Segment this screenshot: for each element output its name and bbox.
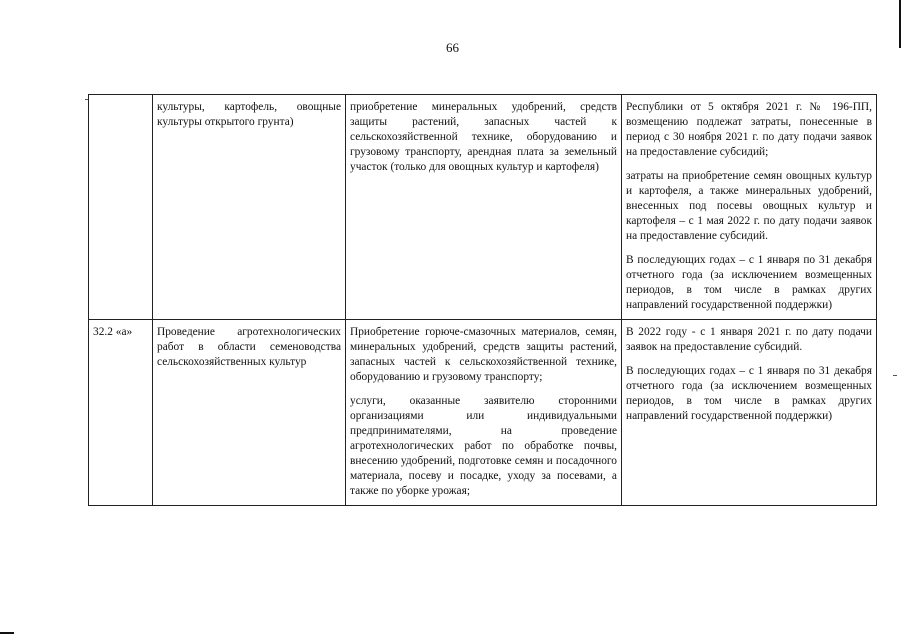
period-cell [622,95,877,320]
period-paragraph: Республики от 5 октября 2021 г. № 196-ПП, возмещению подлежат затраты, понесенные в период с 30 ноября 2021 г. по дату подачи заявок на предоставление субсидий; [626,101,872,158]
period-paragraph: В последующих годах – с 1 января по 31 декабря отчетного года (за исключением возмещенных периодов, в том числе в рамках других направлений государственной поддержки) [626,365,872,422]
period-paragraph: В 2022 году - с 1 января 2021 г. по дату подачи заявок на предоставление субсидий. [626,326,872,353]
scan-speck [893,375,897,376]
table-row [89,95,877,320]
costs-paragraph: приобретение минеральных удобрений, средств защиты растений, запасных частей к сельскохозяйственной технике, оборудованию и грузовому транспорту, арендная плата за земельный участок (только для овощных культур и картофеля) [350,101,617,173]
subsidy-table [88,94,877,506]
scan-corner-mark [0,632,14,634]
row-number-cell: 32.2 «а» [89,320,153,506]
period-paragraph: В последующих годах – с 1 января по 31 декабря отчетного года (за исключением возмещенных периодов, в том числе в рамках других направлений государственной поддержки) [626,254,872,311]
page-number: 66 [446,40,459,55]
costs-cell [346,320,622,506]
row-number-cell [89,95,153,320]
costs-paragraph: Приобретение горюче-смазочных материалов, семян, минеральных удобрений, средств защиты растений, запасных частей к сельскохозяйственной технике, оборудованию и грузовому транспорту; [350,326,617,383]
costs-paragraph: услуги, оказанные заявителю сторонними организациями или индивидуальными предпринимателями, на проведение агротехнологических работ по обработке почвы, внесению удобрений, подготовке семян и посадочного материала, посеву и посадке, уходу за посевами, а также по уборке урожая; [350,395,617,497]
period-cell [622,320,877,506]
period-paragraph: затраты на приобретение семян овощных культур и картофеля, а также минеральных удобрений, внесенных под посевы овощных культур и картофеля – с 1 мая 2022 г. по дату подачи заявок на предоставление субсидий. [626,170,872,242]
costs-cell [346,95,622,320]
direction-cell: культуры, картофель, овощные культуры открытого грунта) [153,95,346,320]
table-row [89,320,877,506]
direction-cell: Проведение агротехнологических работ в области семеноводства сельскохозяйственных культур [153,320,346,506]
